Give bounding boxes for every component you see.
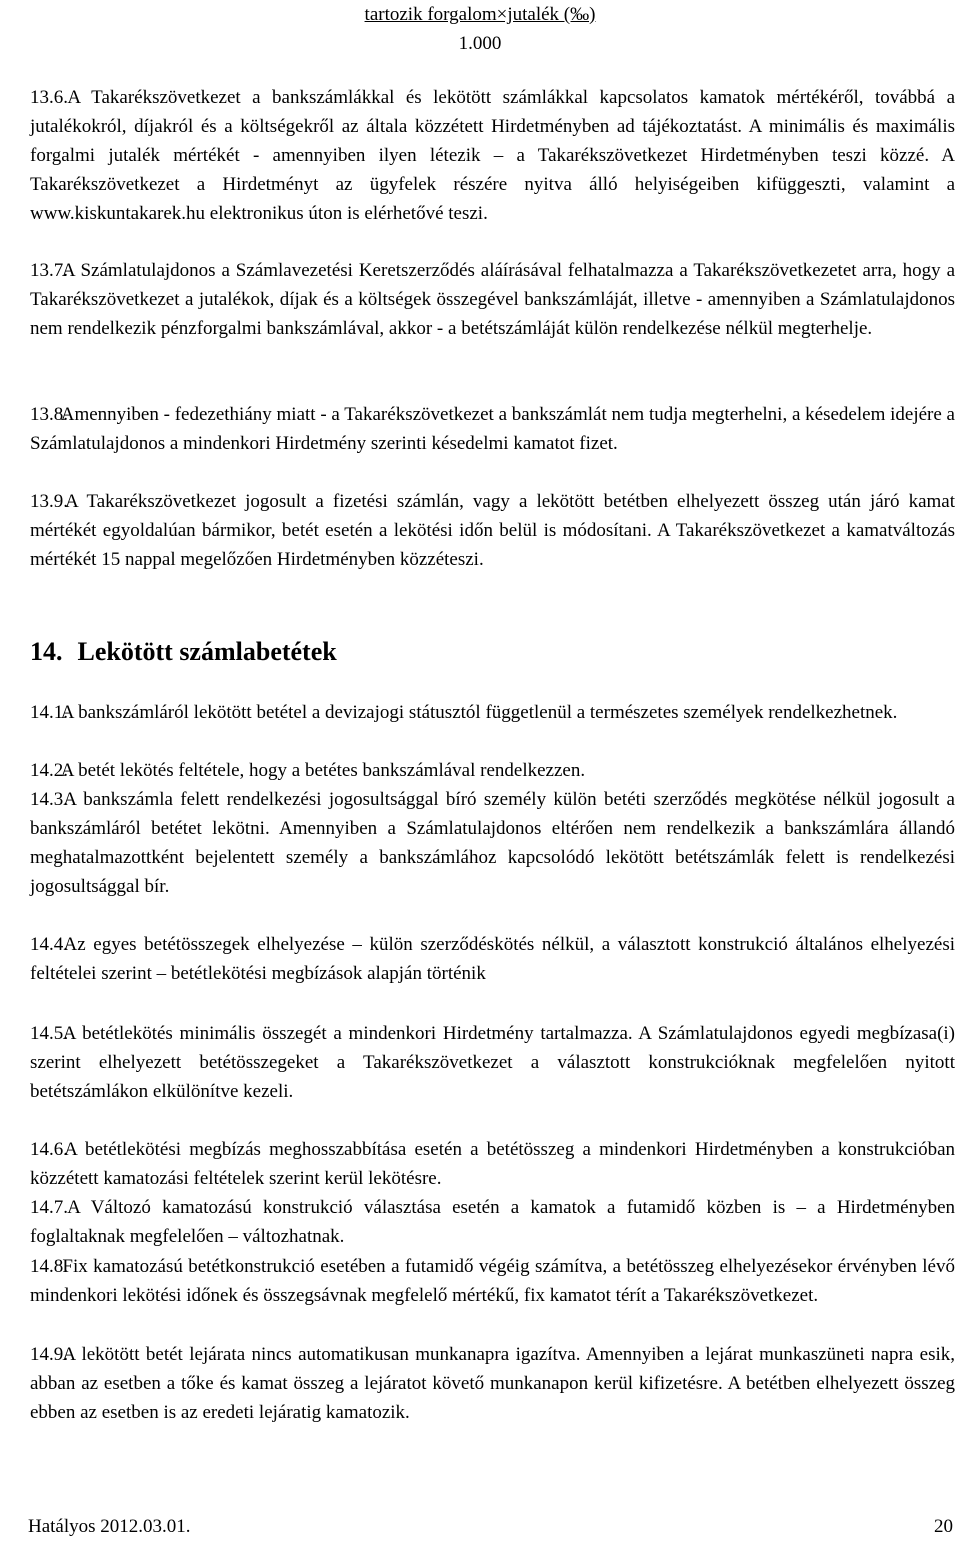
paragraph-number: 14.7.: [30, 1197, 68, 1218]
paragraph-13-8: [30, 400, 955, 458]
paragraph-number: 13.6.: [30, 87, 68, 108]
paragraph-14-5: [30, 1019, 955, 1106]
paragraph-text: Az egyes betétösszegek elhelyezése – külön szerződéskötés nélkül, a választott konstrukció általános elhelyezési feltételei szerint – betétlekötési megbízások alapján történik: [30, 934, 955, 984]
fee-formula-denominator: 1.000: [458, 33, 502, 54]
paragraph-number: 14.2.: [30, 760, 68, 781]
paragraph-number: 14.1.: [30, 702, 68, 723]
paragraph-text: A lekötött betét lejárata nincs automatikusan munkanapra igazítva. Amennyiben a lejárat munkaszüneti napra esik, abban az esetben a tőke és kamat összeg a lejáratot követő munkanapon kerül kifizetésre. A betétben elhelyezett összeg ebben az esetben is az eredeti lejáratig kamatozik.: [30, 1344, 956, 1423]
section-title: Lekötött számlabetétek: [77, 637, 337, 666]
paragraph-14-3: [30, 785, 955, 901]
paragraph-text: A betét lekötés feltétele, hogy a betétes bankszámlával rendelkezzen.: [60, 760, 586, 781]
fee-formula-header: tartozik forgalom×jutalék (‰): [364, 4, 596, 25]
paragraph-14-2: [30, 756, 955, 785]
page-number: 20: [934, 1516, 953, 1537]
section-heading: [30, 637, 337, 667]
paragraph-text: A betétlekötés minimális összegét a mindenkori Hirdetmény tartalmazza. A Számlatulajdonos egyedi megbízasa(i) szerint elhelyezett betétösszegeket a Takarékszövetkezet a választott konstrukcióknak megfelelően nyitott betétszámlákon elkülönítve kezeli.: [30, 1023, 956, 1102]
paragraph-13-7: [30, 256, 955, 343]
paragraph-text: A betétlekötési megbízás meghosszabbítása esetén a betétösszeg a mindenkori Hirdetményben a konstrukcióban közzétett kamatozási feltételek szerint kerül lekötésre.: [30, 1139, 956, 1189]
paragraph-number: 13.9.: [30, 491, 68, 512]
paragraph-13-6: [30, 83, 955, 228]
paragraph-number: 14.9.: [30, 1344, 68, 1365]
paragraph-text: A bankszámla felett rendelkezési jogosultsággal bíró személy külön betéti szerződés megkötése nélkül jogosult a bankszámláról betétet lekötni. Amennyiben a Számlatulajdonos eltérően nem rendelkezik a bankszámlára állandó meghatalmazottként bejelentett személy a bankszámlához kapcsolódó lekötött betétszámlák felett is rendelkezési jogosultsággal bír.: [30, 789, 955, 897]
paragraph-14-9: [30, 1340, 955, 1427]
page-footer: [28, 1516, 953, 1538]
paragraph-number: 13.7.: [30, 260, 68, 281]
paragraph-14-4: [30, 930, 955, 988]
paragraph-14-1: [30, 698, 955, 727]
paragraph-number: 14.4.: [30, 934, 68, 955]
paragraph-number: 14.5.: [30, 1023, 68, 1044]
paragraph-text: A Számlatulajdonos a Számlavezetési Keretszerződés aláírásával felhatalmazza a Takarékszövetkezetet arra, hogy a Takarékszövetkezet a jutalékok, díjak és a költségek összegével bankszámláját, illetve - amennyiben a Számlatulajdonos nem rendelkezik pénzforgalmi bankszámlával, akkor - a betétszámláját külön rendelkezése nélkül megterhelje.: [30, 260, 955, 339]
paragraph-14-7: [30, 1193, 955, 1251]
paragraph-text: A Takarékszövetkezet a bankszámlákkal és lekötött számlákkal kapcsolatos kamatok mértékéről, továbbá a jutalékokról, díjakról és a költségekről az általa közzétett Hirdetményben ad tájékoztatást. A minimális és maximális forgalmi jutalék mértékét - amennyiben ilyen létezik – a Takarékszövetkezet Hirdetményben teszi közzé. A Takarékszövetkezet a Hirdetményt az ügyfelek részére nyitva álló helyiségeiben kifüggeszti, valamint a www.kiskuntakarek.hu elektronikus úton is elérhetővé teszi.: [30, 87, 955, 224]
section-number: 14.: [30, 637, 63, 666]
paragraph-13-9: [30, 487, 955, 574]
paragraph-text: Fix kamatozású betétkonstrukció esetében a futamidő végéig számítva, a betétösszeg elhelyezésekor érvényben lévő mindenkori lekötési időnek és összegsávnak megfelelő mértékű, fix kamatot térít a Takarékszövetkezet.: [30, 1256, 955, 1306]
paragraph-text: A Változó kamatozású konstrukció választása esetén a kamatok a futamidő közben is – a Hirdetményben foglaltaknak megfelelően – változhatnak.: [30, 1197, 956, 1247]
paragraph-text: A bankszámláról lekötött betétel a devizajogi státusztól függetlenül a természetes személyek rendelkezhetnek.: [60, 702, 898, 723]
effective-date: Hatályos 2012.03.01.: [28, 1516, 191, 1537]
paragraph-number: 14.8.: [30, 1256, 68, 1277]
paragraph-number: 14.3.: [30, 789, 68, 810]
paragraph-number: 14.6.: [30, 1139, 68, 1160]
paragraph-text: A Takarékszövetkezet jogosult a fizetési számlán, vagy a lekötött betétben elhelyezett összeg után járó kamat mértékét egyoldalúan bármikor, betét esetén a lekötési időn belül is módosítani. A Takarékszövetkezet a kamatváltozás mértékét 15 nappal megelőzően Hirdetményben közzéteszi.: [30, 491, 955, 570]
paragraph-14-8: [30, 1252, 955, 1310]
paragraph-14-6: [30, 1135, 955, 1193]
paragraph-text: Amennyiben - fedezethiány miatt - a Takarékszövetkezet a bankszámlát nem tudja megterhelni, a késedelem idejére a Számlatulajdonos a mindenkori Hirdetmény szerinti késedelmi kamatot fizet.: [30, 404, 955, 454]
paragraph-number: 13.8.: [30, 404, 68, 425]
